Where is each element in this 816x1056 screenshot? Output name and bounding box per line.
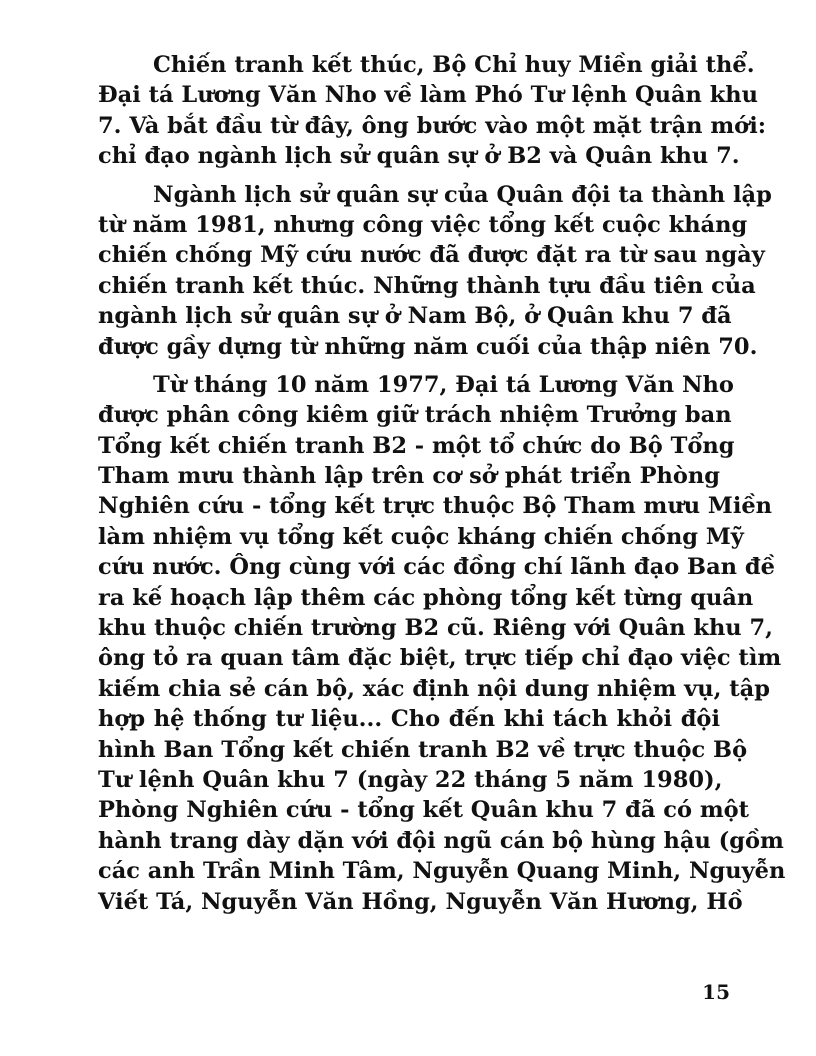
text-line: hình Ban Tổng kết chiến tranh B2 về trực thuộc Bộ: [98, 736, 748, 763]
document-page: [98, 50, 786, 925]
paragraph-1: [98, 50, 767, 172]
text-line: hành trang dày dặn với đội ngũ cán bộ hùng hậu (gồm: [98, 827, 784, 854]
text-line: Chiến tranh kết thúc, Bộ Chỉ huy Miền giải thể.: [153, 52, 755, 78]
text-line: Tham mưu thành lập trên cơ sở phát triển Phòng: [98, 463, 720, 490]
text-line: được gầy dựng từ những năm cuối của thập niên 70.: [98, 333, 758, 360]
text-line: Tư lệnh Quân khu 7 (ngày 22 tháng 5 năm 1980),: [98, 766, 723, 793]
paragraph-2: [98, 180, 772, 362]
text-line: cứu nước. Ông cùng với các đồng chí lãnh đạo Ban đề: [98, 554, 775, 581]
text-line: khu thuộc chiến trường B2 cũ. Riêng với Quân khu 7,: [98, 615, 773, 642]
text-line: Phòng Nghiên cứu - tổng kết Quân khu 7 đã có một: [98, 797, 750, 824]
text-line: Từ tháng 10 năm 1977, Đại tá Lương Văn Nho: [153, 371, 734, 398]
text-line: chiến tranh kết thúc. Những thành tựu đầu tiên của: [98, 272, 756, 299]
text-line: ông tỏ ra quan tâm đặc biệt, trực tiếp chỉ đạo việc tìm: [98, 645, 782, 672]
text-line: ngành lịch sử quân sự ở Nam Bộ, ở Quân khu 7 đã: [98, 303, 732, 330]
text-line: Ngành lịch sử quân sự của Quân đội ta thành lập: [153, 181, 772, 208]
text-line: làm nhiệm vụ tổng kết cuộc kháng chiến chống Mỹ: [98, 523, 744, 550]
text-line: các anh Trần Minh Tâm, Nguyễn Quang Minh, Nguyễn: [98, 858, 786, 885]
text-line: Viết Tá, Nguyễn Văn Hồng, Nguyễn Văn Hương, Hồ: [98, 888, 743, 915]
text-line: từ năm 1981, nhưng công việc tổng kết cuộc kháng: [98, 211, 748, 238]
text-line: Đại tá Lương Văn Nho về làm Phó Tư lệnh Quân khu: [98, 82, 759, 109]
text-line: 7. Và bắt đầu từ đây, ông bước vào một mặt trận mới:: [98, 112, 767, 139]
text-line: ra kế hoạch lập thêm các phòng tổng kết từng quân: [98, 584, 754, 611]
text-line: được phân công kiêm giữ trách nhiệm Trưởng ban: [98, 402, 732, 429]
page-number: 15: [702, 980, 730, 1004]
text-line: hợp hệ thống tư liệu... Cho đến khi tách khỏi đội: [98, 706, 720, 733]
text-line: chỉ đạo ngành lịch sử quân sự ở B2 và Quân khu 7.: [98, 143, 740, 170]
text-line: Nghiên cứu - tổng kết trực thuộc Bộ Tham mưu Miền: [98, 493, 773, 520]
text-line: chiến chống Mỹ cứu nước đã được đặt ra từ sau ngày: [98, 242, 765, 269]
text-line: kiếm chia sẻ cán bộ, xác định nội dung nhiệm vụ, tập: [98, 675, 770, 702]
text-line: Tổng kết chiến tranh B2 - một tổ chức do Bộ Tổng: [98, 432, 735, 459]
paragraph-3: [98, 370, 786, 917]
